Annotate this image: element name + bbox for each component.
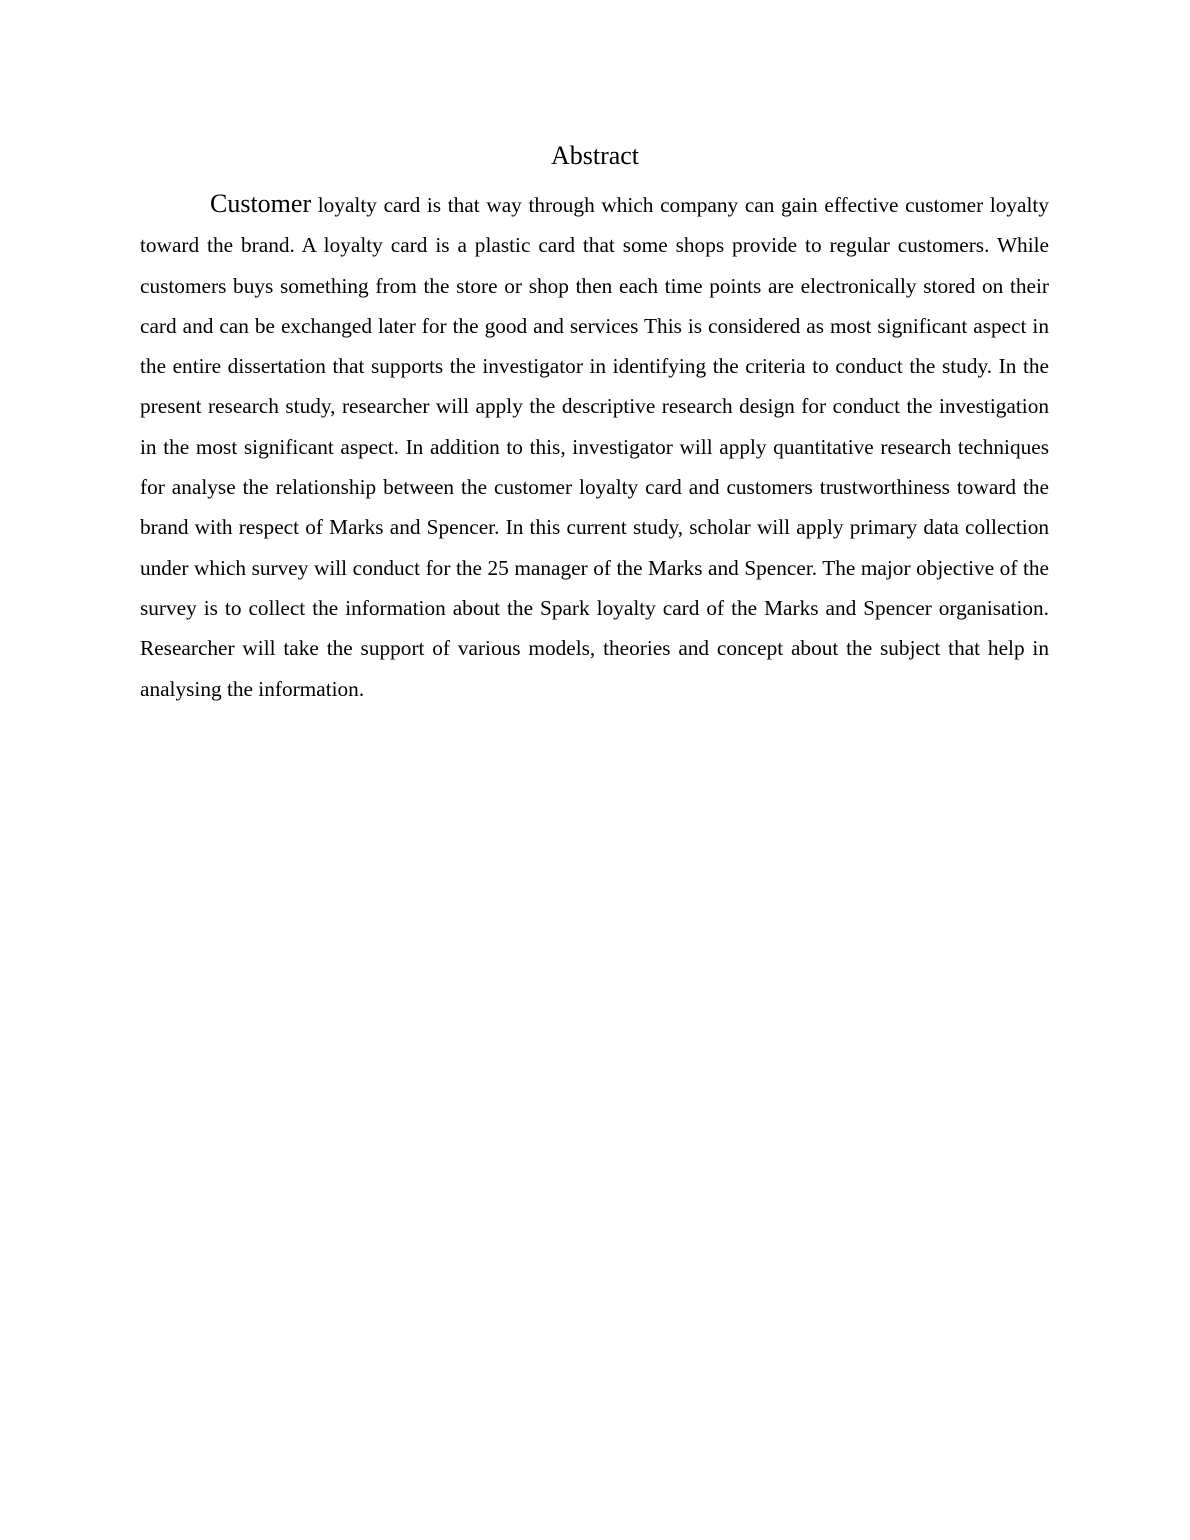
abstract-lead-word: Customer	[210, 189, 312, 218]
abstract-paragraph	[140, 184, 1049, 709]
abstract-body-text: loyalty card is that way through which company can gain effective customer loyalty toward the brand. A loyalty card is a plastic card that some shops provide to regular customers. While customers buys something from the store or shop then each time points are electronically stored on their card and can be exchanged later for the good and services This is considered as most significant aspect in the entire dissertation that supports the investigator in identifying the criteria to conduct the study. In the present research study, researcher will apply the descriptive research design for conduct the investigation in the most significant aspect. In addition to this, investigator will apply quantitative research techniques for analyse the relationship between the customer loyalty card and customers trustworthiness toward the brand with respect of Marks and Spencer. In this current study, scholar will apply primary data collection under which survey will conduct for the 25 manager of the Marks and Spencer. The major objective of the survey is to collect the information about the Spark loyalty card of the Marks and Spencer organisation. Researcher will take the support of various models, theories and concept about the subject that help in analysing the information.	[140, 193, 1049, 701]
abstract-heading: Abstract	[550, 141, 640, 170]
